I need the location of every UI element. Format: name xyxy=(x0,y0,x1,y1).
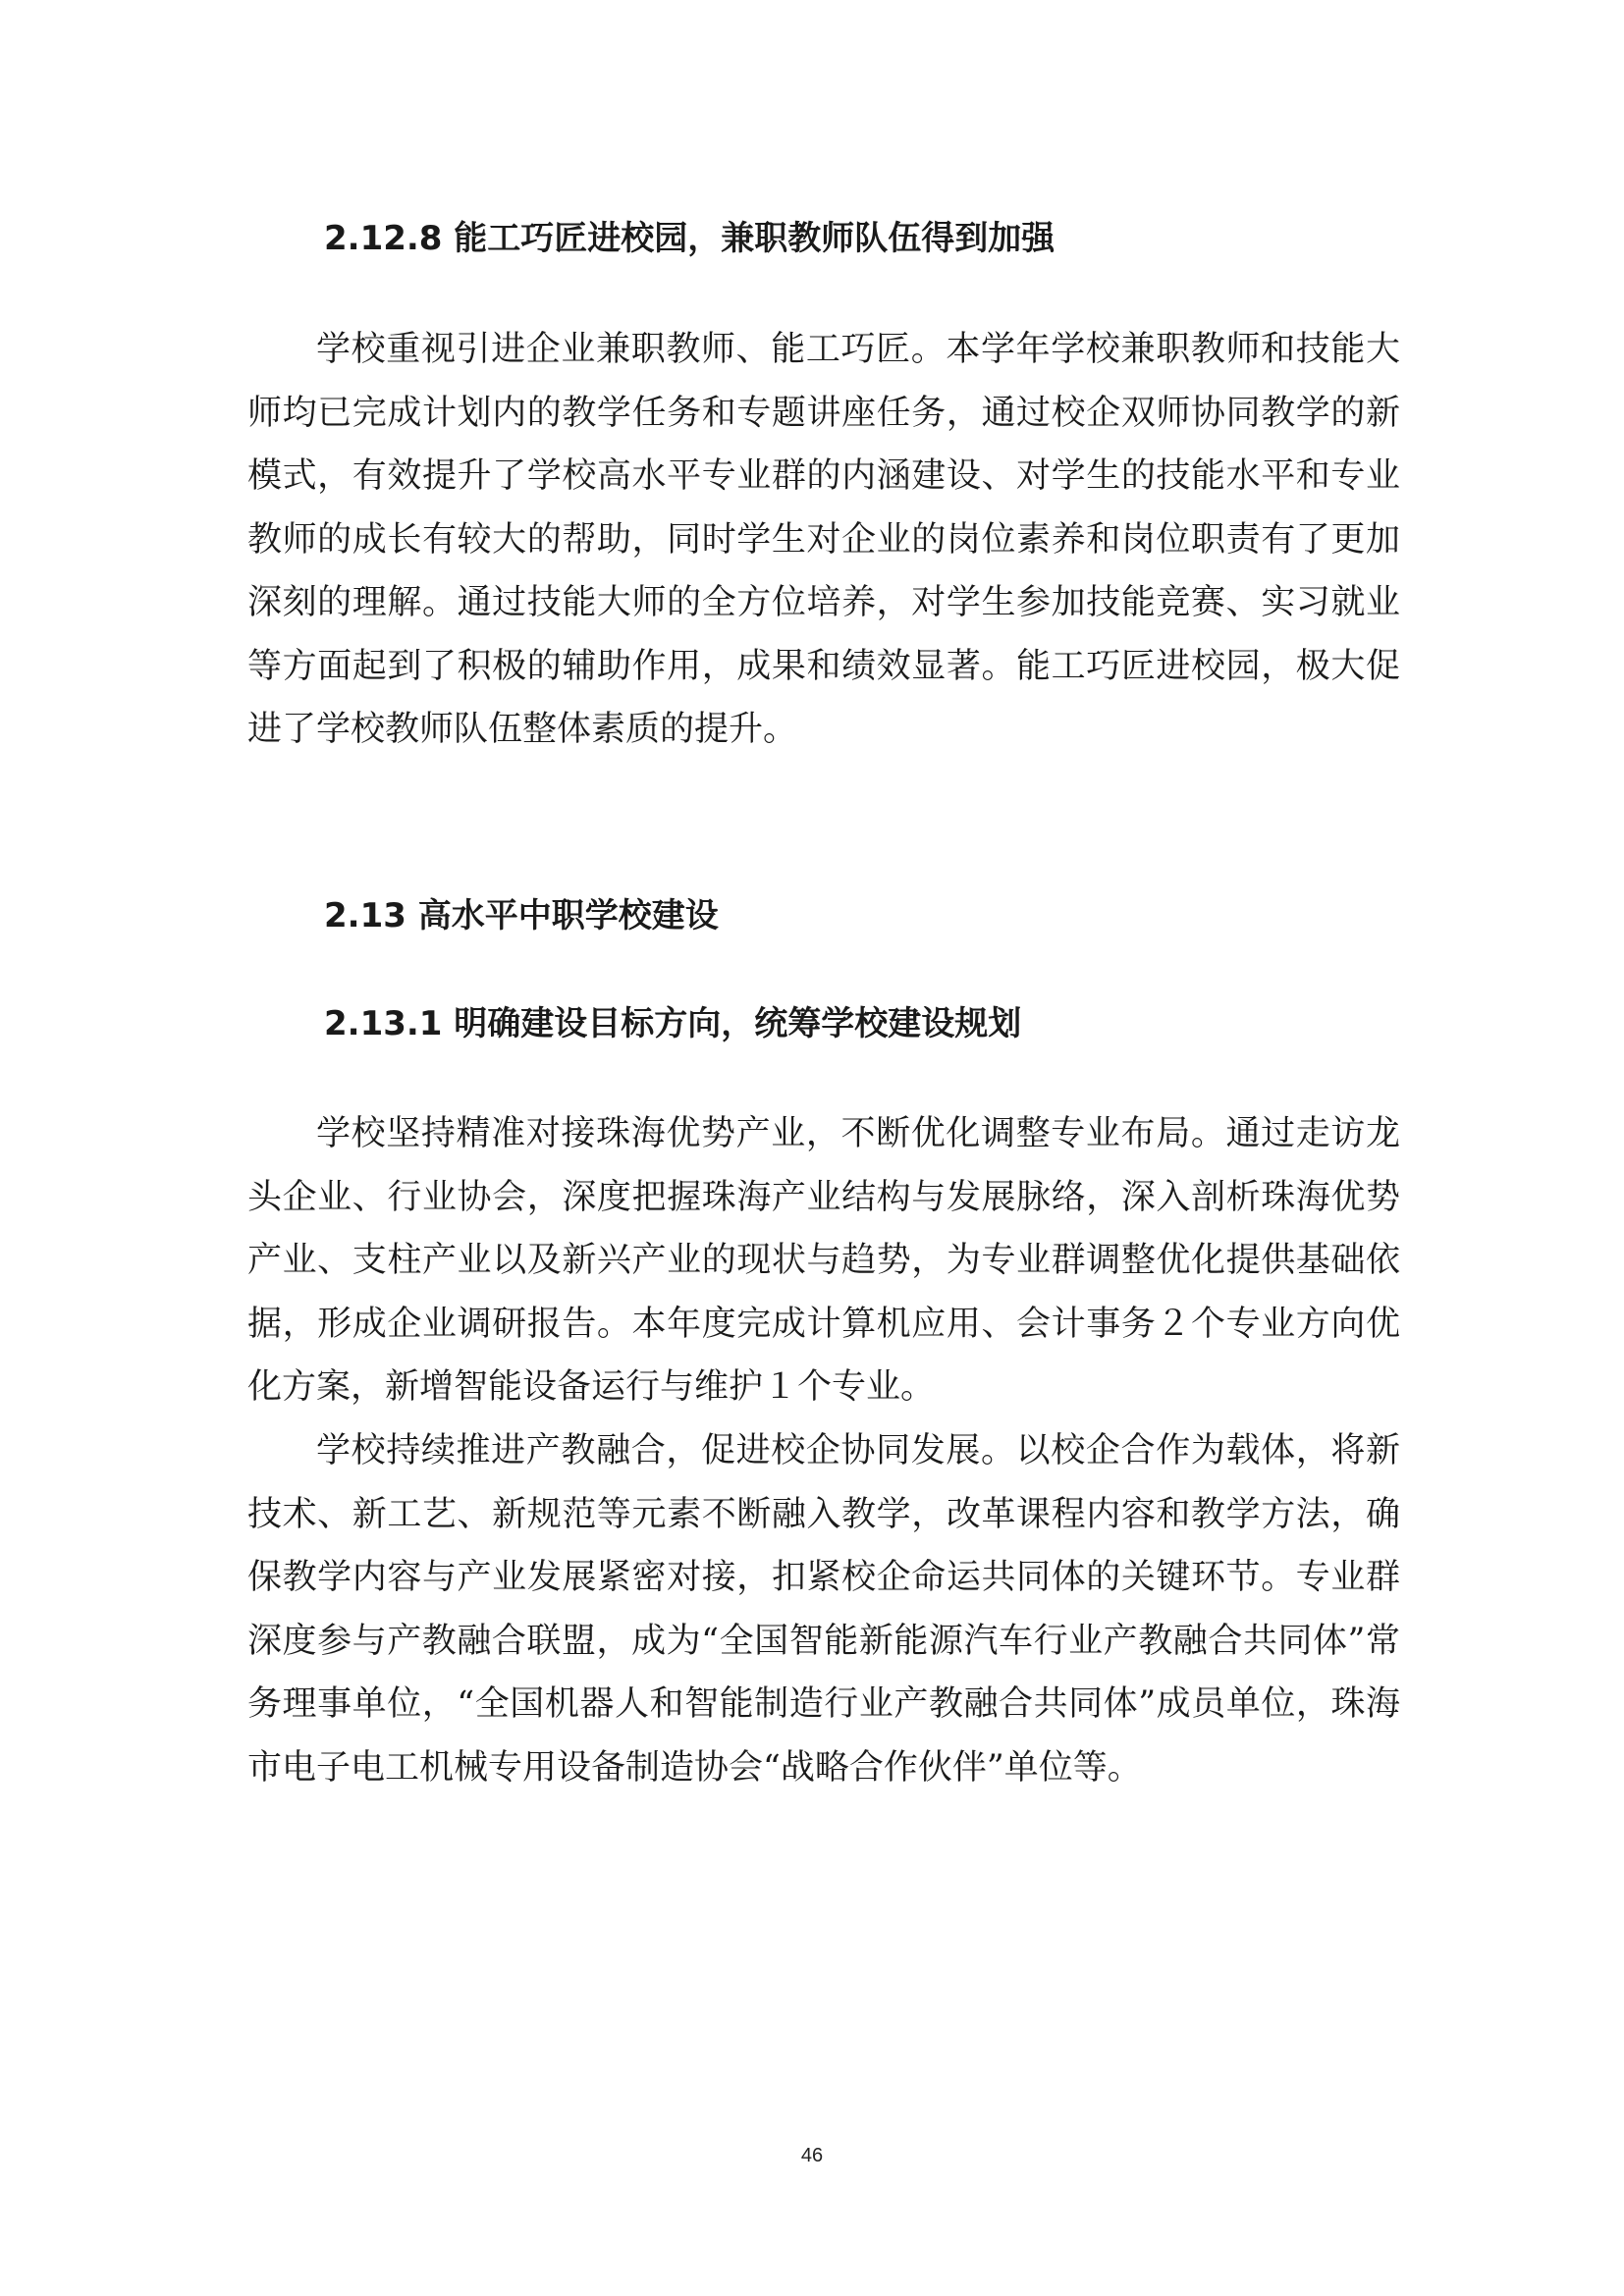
body-paragraph: 学校坚持精准对接珠海优势产业，不断优化调整专业布局。通过走访龙头企业、行业协会，深度把握珠海产业结构与发展脉络，深入剖析珠海优势产业、支柱产业以及新兴产业的现状与趋势，为专业群调整优化提供基础依据，形成企业调研报告。本年度完成计算机应用、会计事务２个专业方向优化方案，新增智能设备运行与维护１个专业。 xyxy=(247,1114,1400,1407)
body-paragraph: 学校持续推进产教融合，促进校企协同发展。以校企合作为载体，将新技术、新工艺、新规范等元素不断融入教学，改革课程内容和教学方法，确保教学内容与产业发展紧密对接，扣紧校企命运共同体的关键环节。专业群深度参与产教融合联盟，成为“全国智能新能源汽车行业产教融合共同体”常务理事单位，“全国机器人和智能制造行业产教融合共同体”成员单位，珠海市电子电工机械专用设备制造协会“战略合作伙伴”单位等。 xyxy=(247,1431,1400,1788)
section-heading-2-12-8: 2.12.8 能工巧匠进校园，兼职教师队伍得到加强 xyxy=(324,219,1056,258)
section-heading-2-13: 2.13 高水平中职学校建设 xyxy=(324,896,719,935)
section-heading-2-13-1: 2.13.1 明确建设目标方向，统筹学校建设规划 xyxy=(324,1004,1022,1043)
page-number: 46 xyxy=(800,2145,824,2166)
body-paragraph: 学校重视引进企业兼职教师、能工巧匠。本学年学校兼职教师和技能大师均已完成计划内的教学任务和专题讲座任务，通过校企双师协同教学的新模式，有效提升了学校高水平专业群的内涵建设、对学生的技能水平和专业教师的成长有较大的帮助，同时学生对企业的岗位素养和岗位职责有了更加深刻的理解。通过技能大师的全方位培养，对学生参加技能竞赛、实习就业等方面起到了积极的辅助作用，成果和绩效显著。能工巧匠进校园，极大促进了学校教师队伍整体素质的提升。 xyxy=(247,330,1400,749)
